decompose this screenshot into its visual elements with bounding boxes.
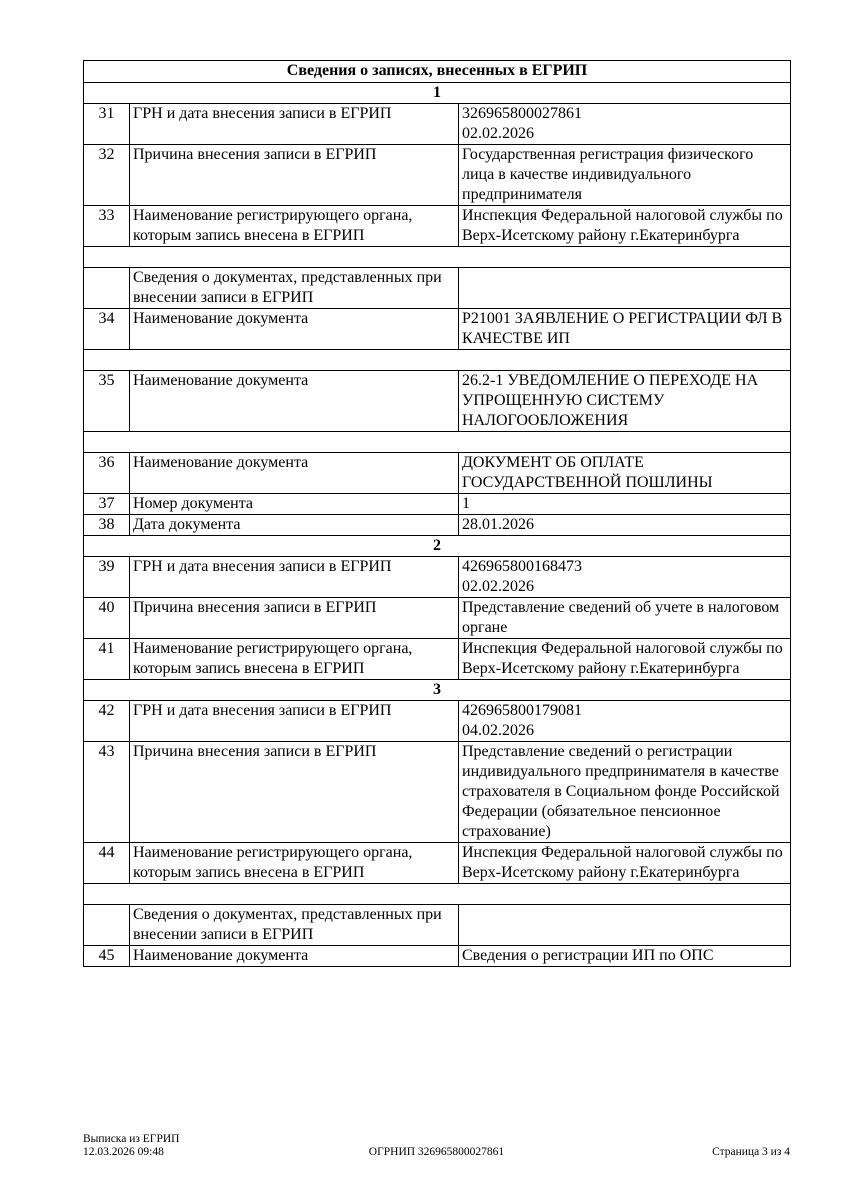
spacer-row <box>84 432 791 453</box>
record-row <box>84 701 791 742</box>
row-number: 39 <box>84 557 130 598</box>
field-label: Наименование документа <box>130 309 459 350</box>
field-label: Причина внесения записи в ЕГРИП <box>130 598 459 639</box>
field-label: Сведения о документах, представленных при внесении записи в ЕГРИП <box>130 268 459 309</box>
value-line: 02.02.2026 <box>462 125 534 142</box>
row-number: 40 <box>84 598 130 639</box>
value-line: Инспекция Федеральной налоговой службы по Верх-Исетскому району г.Екатеринбурга <box>462 640 783 677</box>
field-value <box>459 742 791 843</box>
field-label: Наименование документа <box>130 453 459 494</box>
table-title-row <box>84 61 791 83</box>
spacer-cell <box>84 350 791 371</box>
spacer-cell <box>84 884 791 905</box>
field-value <box>459 639 791 680</box>
value-line: Представление сведений об учете в налоговом органе <box>462 599 780 636</box>
row-number: 32 <box>84 145 130 206</box>
record-row <box>84 515 791 536</box>
spacer-row <box>84 350 791 371</box>
record-row <box>84 946 791 967</box>
record-row <box>84 742 791 843</box>
record-row <box>84 598 791 639</box>
footer-timestamp: 12.03.2026 09:48 <box>83 1146 164 1158</box>
record-row <box>84 206 791 247</box>
record-row <box>84 905 791 946</box>
section-row <box>84 536 791 557</box>
row-number: 34 <box>84 309 130 350</box>
field-label: ГРН и дата внесения записи в ЕГРИП <box>130 701 459 742</box>
field-label: Наименование документа <box>130 946 459 967</box>
record-row <box>84 309 791 350</box>
row-number <box>84 905 130 946</box>
spacer-row <box>84 884 791 905</box>
spacer-cell <box>84 432 791 453</box>
record-row <box>84 453 791 494</box>
row-number: 36 <box>84 453 130 494</box>
value-line: Государственная регистрация физического лица в качестве индивидуального предпринимателя <box>462 146 754 203</box>
field-value <box>459 206 791 247</box>
field-label: ГРН и дата внесения записи в ЕГРИП <box>130 104 459 145</box>
row-number: 45 <box>84 946 130 967</box>
spacer-row <box>84 247 791 268</box>
field-value <box>459 946 791 967</box>
egrip-records-table <box>83 60 791 967</box>
field-label: Наименование документа <box>130 371 459 432</box>
row-number: 37 <box>84 494 130 515</box>
section-number: 3 <box>84 680 791 701</box>
field-value <box>459 905 791 946</box>
field-value <box>459 104 791 145</box>
row-number: 41 <box>84 639 130 680</box>
field-label: Наименование регистрирующего органа, которым запись внесена в ЕГРИП <box>130 843 459 884</box>
record-row <box>84 843 791 884</box>
row-number: 35 <box>84 371 130 432</box>
field-value <box>459 309 791 350</box>
value-line: 426965800179081 <box>462 702 582 719</box>
value-line: 326965800027861 <box>462 105 582 122</box>
record-row <box>84 145 791 206</box>
row-number: 31 <box>84 104 130 145</box>
record-row <box>84 268 791 309</box>
value-line: Инспекция Федеральной налоговой службы по Верх-Исетскому району г.Екатеринбурга <box>462 844 783 881</box>
value-line: ДОКУМЕНТ ОБ ОПЛАТЕ ГОСУДАРСТВЕННОЙ ПОШЛИНЫ <box>462 454 713 491</box>
field-value <box>459 145 791 206</box>
field-value <box>459 557 791 598</box>
field-value <box>459 494 791 515</box>
section-number: 1 <box>84 83 791 104</box>
record-row <box>84 494 791 515</box>
row-number: 44 <box>84 843 130 884</box>
spacer-cell <box>84 247 791 268</box>
row-number: 38 <box>84 515 130 536</box>
field-label: Причина внесения записи в ЕГРИП <box>130 742 459 843</box>
section-number: 2 <box>84 536 791 557</box>
row-number: 43 <box>84 742 130 843</box>
record-row <box>84 371 791 432</box>
field-value <box>459 701 791 742</box>
field-label: ГРН и дата внесения записи в ЕГРИП <box>130 557 459 598</box>
value-line: 04.02.2026 <box>462 722 534 739</box>
table-title: Сведения о записях, внесенных в ЕГРИП <box>84 61 791 83</box>
record-row <box>84 557 791 598</box>
field-value <box>459 515 791 536</box>
section-row <box>84 680 791 701</box>
section-row <box>84 83 791 104</box>
footer-doc-title: Выписка из ЕГРИП <box>83 1133 180 1145</box>
value-line: Р21001 ЗАЯВЛЕНИЕ О РЕГИСТРАЦИИ ФЛ В КАЧЕСТВЕ ИП <box>462 310 783 347</box>
field-value <box>459 843 791 884</box>
table-body <box>84 83 791 967</box>
value-line: 426965800168473 <box>462 558 582 575</box>
row-number <box>84 268 130 309</box>
footer-page-number: Страница 3 из 4 <box>712 1146 790 1158</box>
value-line: 02.02.2026 <box>462 578 534 595</box>
field-label: Наименование регистрирующего органа, которым запись внесена в ЕГРИП <box>130 206 459 247</box>
field-value <box>459 371 791 432</box>
value-line: 28.01.2026 <box>462 516 534 533</box>
field-label: Сведения о документах, представленных при внесении записи в ЕГРИП <box>130 905 459 946</box>
record-row <box>84 104 791 145</box>
row-number: 42 <box>84 701 130 742</box>
field-label: Причина внесения записи в ЕГРИП <box>130 145 459 206</box>
value-line: 1 <box>462 495 470 512</box>
field-value <box>459 453 791 494</box>
value-line: Инспекция Федеральной налоговой службы по Верх-Исетскому району г.Екатеринбурга <box>462 207 783 244</box>
value-line: 26.2-1 УВЕДОМЛЕНИЕ О ПЕРЕХОДЕ НА УПРОЩЕННУЮ СИСТЕМУ НАЛОГООБЛОЖЕНИЯ <box>462 372 759 429</box>
field-label: Дата документа <box>130 515 459 536</box>
field-label: Номер документа <box>130 494 459 515</box>
field-label: Наименование регистрирующего органа, которым запись внесена в ЕГРИП <box>130 639 459 680</box>
value-line: Сведения о регистрации ИП по ОПС <box>462 947 714 964</box>
footer-ogrnip: ОГРНИП 326965800027861 <box>368 1146 505 1158</box>
row-number: 33 <box>84 206 130 247</box>
record-row <box>84 639 791 680</box>
value-line: Представление сведений о регистрации индивидуального предпринимателя в качестве страхователя в Социальном фонде Российской Федерации (обязательное пенсионное страхование) <box>462 743 780 840</box>
field-value <box>459 598 791 639</box>
field-value <box>459 268 791 309</box>
